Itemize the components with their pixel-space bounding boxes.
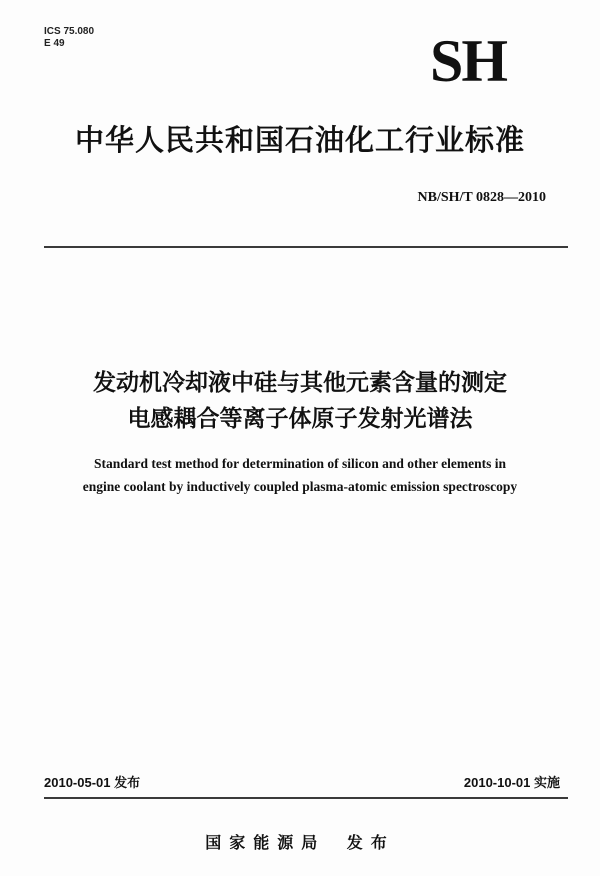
- issue-action: 发布: [346, 833, 395, 852]
- implementation-date: 2010-10-01 实施: [463, 775, 560, 790]
- sh-logo: SH: [430, 28, 507, 94]
- ics-code: ICS 75.080: [44, 26, 95, 37]
- classification-codes: [44, 26, 94, 50]
- chinese-title-line-2: 电感耦合等离子体原子发射光谱法: [127, 406, 473, 432]
- header-divider: [44, 246, 568, 248]
- ccs-code: E 49: [44, 38, 65, 49]
- standard-number: NB/SH/T 0828—2010: [417, 190, 546, 205]
- english-title-line-2: engine coolant by inductively coupled plasma-atomic emission spectroscopy: [82, 479, 518, 494]
- standard-class-title: 中华人民共和国石油化工行业标准: [74, 123, 525, 157]
- issuing-organization: 国家能源局: [205, 833, 326, 852]
- footer-divider: [44, 797, 568, 799]
- issuer-line: [0, 830, 600, 853]
- english-title-line-1: Standard test method for determination of silicon and other elements in: [94, 456, 506, 471]
- issue-date: 2010-05-01 发布: [44, 775, 141, 790]
- chinese-title-line-1: 发动机冷却液中硅与其他元素含量的测定: [93, 370, 507, 396]
